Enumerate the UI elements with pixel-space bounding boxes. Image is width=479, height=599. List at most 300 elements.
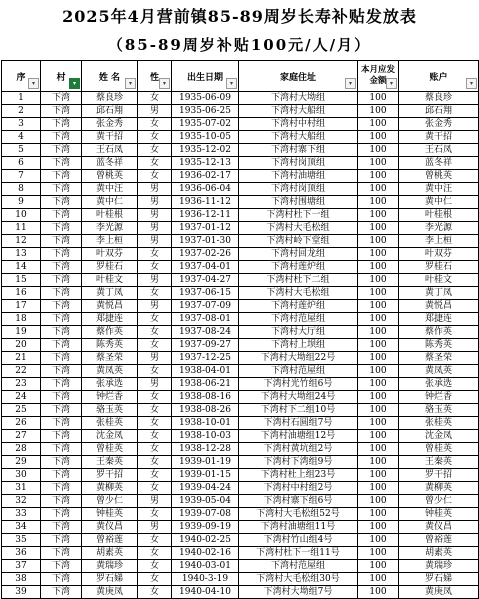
- cell-village[interactable]: 下湾: [41, 92, 82, 105]
- cell-name[interactable]: 陈秀英: [82, 339, 138, 352]
- cell-gender[interactable]: 男: [138, 209, 172, 222]
- cell-village[interactable]: 下湾: [41, 339, 82, 352]
- cell-index[interactable]: 13: [2, 248, 41, 261]
- cell-amount[interactable]: 100: [358, 105, 399, 118]
- cell-address[interactable]: 下湾村光竹组6号: [239, 378, 358, 391]
- cell-village[interactable]: 下湾: [41, 105, 82, 118]
- cell-address[interactable]: 下湾村围塘组: [239, 196, 358, 209]
- cell-gender[interactable]: 男: [138, 235, 172, 248]
- cell-address[interactable]: 下湾村莲炉组: [239, 261, 358, 274]
- cell-index[interactable]: 20: [2, 339, 41, 352]
- cell-name[interactable]: 曾裕莲: [82, 534, 138, 547]
- cell-gender[interactable]: 女: [138, 248, 172, 261]
- cell-address[interactable]: 下湾村寨下组6号: [239, 495, 358, 508]
- cell-amount[interactable]: 100: [358, 287, 399, 300]
- cell-village[interactable]: 下湾: [41, 235, 82, 248]
- cell-index[interactable]: 26: [2, 417, 41, 430]
- cell-village[interactable]: 下湾: [41, 326, 82, 339]
- cell-index[interactable]: 9: [2, 196, 41, 209]
- cell-village[interactable]: 下湾: [41, 404, 82, 417]
- cell-birthdate[interactable]: 1939-01-15: [172, 469, 239, 482]
- cell-village[interactable]: 下湾: [41, 300, 82, 313]
- cell-name[interactable]: 曾桃英: [82, 170, 138, 183]
- cell-name[interactable]: 黄仪昌: [82, 521, 138, 534]
- cell-gender[interactable]: 男: [138, 378, 172, 391]
- cell-name[interactable]: 罗桂石: [82, 261, 138, 274]
- cell-village[interactable]: 下湾: [41, 209, 82, 222]
- cell-birthdate[interactable]: 1937-08-24: [172, 326, 239, 339]
- cell-name[interactable]: 黄柳英: [82, 482, 138, 495]
- cell-gender[interactable]: 男: [138, 222, 172, 235]
- cell-address[interactable]: 下湾村杜上组23号: [239, 469, 358, 482]
- cell-index[interactable]: 28: [2, 443, 41, 456]
- cell-birthdate[interactable]: 1937-02-26: [172, 248, 239, 261]
- cell-amount[interactable]: 100: [358, 404, 399, 417]
- cell-birthdate[interactable]: 1935-06-09: [172, 92, 239, 105]
- cell-amount[interactable]: 100: [358, 235, 399, 248]
- cell-address[interactable]: 下湾村大坳组24号: [239, 391, 358, 404]
- cell-name[interactable]: 沈金凤: [82, 430, 138, 443]
- cell-index[interactable]: 33: [2, 508, 41, 521]
- cell-address[interactable]: 下湾村油塘组: [239, 170, 358, 183]
- cell-village[interactable]: 下湾: [41, 183, 82, 196]
- cell-index[interactable]: 21: [2, 352, 41, 365]
- cell-account[interactable]: 曾少仁: [399, 495, 479, 508]
- cell-birthdate[interactable]: 1939-07-08: [172, 508, 239, 521]
- cell-birthdate[interactable]: 1936-06-04: [172, 183, 239, 196]
- cell-index[interactable]: 30: [2, 469, 41, 482]
- cell-village[interactable]: 下湾: [41, 248, 82, 261]
- cell-amount[interactable]: 100: [358, 196, 399, 209]
- cell-name[interactable]: 蔡良珍: [82, 92, 138, 105]
- cell-birthdate[interactable]: 1939-01-19: [172, 456, 239, 469]
- cell-gender[interactable]: 女: [138, 547, 172, 560]
- cell-name[interactable]: 罗干招: [82, 469, 138, 482]
- cell-village[interactable]: 下湾: [41, 573, 82, 586]
- cell-amount[interactable]: 100: [358, 222, 399, 235]
- cell-address[interactable]: 下湾村中村组: [239, 118, 358, 131]
- cell-name[interactable]: 张金秀: [82, 118, 138, 131]
- cell-amount[interactable]: 100: [358, 391, 399, 404]
- cell-account[interactable]: 蔡圣荣: [399, 352, 479, 365]
- cell-gender[interactable]: 女: [138, 456, 172, 469]
- filter-dropdown-icon[interactable]: ▾: [226, 78, 237, 89]
- cell-gender[interactable]: 女: [138, 313, 172, 326]
- cell-name[interactable]: 黄悦昌: [82, 300, 138, 313]
- cell-address[interactable]: 下湾村大毛松组30号: [239, 573, 358, 586]
- cell-index[interactable]: 35: [2, 534, 41, 547]
- cell-name[interactable]: 叶双芬: [82, 248, 138, 261]
- cell-amount[interactable]: 100: [358, 339, 399, 352]
- cell-birthdate[interactable]: 1937-08-01: [172, 313, 239, 326]
- cell-birthdate[interactable]: 1938-08-16: [172, 391, 239, 404]
- cell-account[interactable]: 蔡良珍: [399, 92, 479, 105]
- cell-account[interactable]: 张桂英: [399, 417, 479, 430]
- cell-village[interactable]: 下湾: [41, 352, 82, 365]
- cell-birthdate[interactable]: 1935-10-05: [172, 131, 239, 144]
- cell-address[interactable]: 下湾村杜下一组: [239, 209, 358, 222]
- cell-account[interactable]: 黄凤英: [399, 365, 479, 378]
- cell-address[interactable]: 下湾村油塘组12号: [239, 430, 358, 443]
- cell-address[interactable]: 下湾村上坝组: [239, 339, 358, 352]
- cell-amount[interactable]: 100: [358, 417, 399, 430]
- cell-birthdate[interactable]: 1937-04-27: [172, 274, 239, 287]
- cell-gender[interactable]: 女: [138, 157, 172, 170]
- cell-account[interactable]: 王石凤: [399, 144, 479, 157]
- cell-gender[interactable]: 女: [138, 573, 172, 586]
- cell-gender[interactable]: 男: [138, 495, 172, 508]
- cell-account[interactable]: 叶双芬: [399, 248, 479, 261]
- cell-village[interactable]: 下湾: [41, 456, 82, 469]
- cell-village[interactable]: 下湾: [41, 417, 82, 430]
- cell-gender[interactable]: 女: [138, 365, 172, 378]
- cell-amount[interactable]: 100: [358, 547, 399, 560]
- cell-index[interactable]: 25: [2, 404, 41, 417]
- cell-index[interactable]: 23: [2, 378, 41, 391]
- cell-gender[interactable]: 女: [138, 430, 172, 443]
- cell-account[interactable]: 黄瑞珍: [399, 560, 479, 573]
- cell-account[interactable]: 李光源: [399, 222, 479, 235]
- cell-village[interactable]: 下湾: [41, 508, 82, 521]
- cell-index[interactable]: 8: [2, 183, 41, 196]
- cell-amount[interactable]: 100: [358, 131, 399, 144]
- cell-gender[interactable]: 女: [138, 339, 172, 352]
- col-header-village[interactable]: 村 ▾: [41, 61, 82, 92]
- cell-gender[interactable]: 女: [138, 170, 172, 183]
- cell-address[interactable]: 下湾村大毛松组: [239, 287, 358, 300]
- cell-gender[interactable]: 女: [138, 482, 172, 495]
- cell-account[interactable]: 李上桓: [399, 235, 479, 248]
- cell-name[interactable]: 蔡圣荣: [82, 352, 138, 365]
- cell-account[interactable]: 王秦英: [399, 456, 479, 469]
- cell-index[interactable]: 16: [2, 287, 41, 300]
- cell-amount[interactable]: 100: [358, 430, 399, 443]
- cell-birthdate[interactable]: 1937-01-30: [172, 235, 239, 248]
- cell-address[interactable]: 下湾村杜下一组11号: [239, 547, 358, 560]
- col-header-birthdate[interactable]: 出生日期 ▾: [172, 61, 239, 92]
- cell-gender[interactable]: 男: [138, 274, 172, 287]
- cell-gender[interactable]: 女: [138, 560, 172, 573]
- cell-gender[interactable]: 女: [138, 443, 172, 456]
- col-header-address[interactable]: 家庭住址 ▾: [239, 61, 358, 92]
- cell-address[interactable]: 下湾村回龙组: [239, 248, 358, 261]
- cell-account[interactable]: 钟烂香: [399, 391, 479, 404]
- cell-amount[interactable]: 100: [358, 560, 399, 573]
- cell-name[interactable]: 钟烂香: [82, 391, 138, 404]
- filter-dropdown-icon[interactable]: ▾: [125, 78, 136, 89]
- cell-name[interactable]: 黄中汪: [82, 183, 138, 196]
- cell-account[interactable]: 曾桂英: [399, 443, 479, 456]
- cell-name[interactable]: 黄瑞珍: [82, 560, 138, 573]
- cell-gender[interactable]: 女: [138, 404, 172, 417]
- cell-name[interactable]: 黄中仁: [82, 196, 138, 209]
- cell-address[interactable]: 下湾村莲炉组: [239, 300, 358, 313]
- cell-village[interactable]: 下湾: [41, 534, 82, 547]
- cell-village[interactable]: 下湾: [41, 365, 82, 378]
- cell-account[interactable]: 叶桂文: [399, 274, 479, 287]
- cell-address[interactable]: 下湾村大厅组: [239, 326, 358, 339]
- cell-address[interactable]: 下湾村范屋组: [239, 313, 358, 326]
- cell-amount[interactable]: 100: [358, 170, 399, 183]
- cell-birthdate[interactable]: 1935-12-02: [172, 144, 239, 157]
- cell-index[interactable]: 3: [2, 118, 41, 131]
- cell-name[interactable]: 黄凤英: [82, 365, 138, 378]
- cell-birthdate[interactable]: 1938-10-03: [172, 430, 239, 443]
- cell-index[interactable]: 14: [2, 261, 41, 274]
- cell-address[interactable]: 下湾村范屋组: [239, 560, 358, 573]
- cell-name[interactable]: 蔡作英: [82, 326, 138, 339]
- cell-account[interactable]: 黄庚凤: [399, 586, 479, 599]
- cell-address[interactable]: 下湾村大坳组: [239, 92, 358, 105]
- cell-village[interactable]: 下湾: [41, 144, 82, 157]
- cell-birthdate[interactable]: 1937-12-25: [172, 352, 239, 365]
- cell-birthdate[interactable]: 1936-11-12: [172, 196, 239, 209]
- cell-address[interactable]: 下湾村大毛松组: [239, 222, 358, 235]
- cell-amount[interactable]: 100: [358, 118, 399, 131]
- cell-amount[interactable]: 100: [358, 92, 399, 105]
- cell-index[interactable]: 27: [2, 430, 41, 443]
- cell-village[interactable]: 下湾: [41, 391, 82, 404]
- cell-account[interactable]: 曾桃英: [399, 170, 479, 183]
- cell-birthdate[interactable]: 1938-04-01: [172, 365, 239, 378]
- col-header-name[interactable]: 姓 名 ▾: [82, 61, 138, 92]
- cell-index[interactable]: 36: [2, 547, 41, 560]
- cell-amount[interactable]: 100: [358, 521, 399, 534]
- cell-birthdate[interactable]: 1939-09-19: [172, 521, 239, 534]
- cell-gender[interactable]: 女: [138, 391, 172, 404]
- cell-village[interactable]: 下湾: [41, 443, 82, 456]
- cell-account[interactable]: 黄仪昌: [399, 521, 479, 534]
- cell-address[interactable]: 下湾村下湾组9号: [239, 456, 358, 469]
- cell-birthdate[interactable]: 1937-09-27: [172, 339, 239, 352]
- cell-index[interactable]: 5: [2, 144, 41, 157]
- cell-index[interactable]: 32: [2, 495, 41, 508]
- cell-address[interactable]: 下湾村大船组: [239, 131, 358, 144]
- cell-amount[interactable]: 100: [358, 183, 399, 196]
- cell-index[interactable]: 22: [2, 365, 41, 378]
- cell-address[interactable]: 下湾村大船组: [239, 105, 358, 118]
- cell-address[interactable]: 下湾村中村组2号: [239, 482, 358, 495]
- cell-amount[interactable]: 100: [358, 274, 399, 287]
- cell-account[interactable]: 黄中仁: [399, 196, 479, 209]
- cell-account[interactable]: 骆玉英: [399, 404, 479, 417]
- cell-village[interactable]: 下湾: [41, 261, 82, 274]
- filter-dropdown-icon[interactable]: ▾: [159, 78, 170, 89]
- cell-address[interactable]: 下湾村寨下组: [239, 144, 358, 157]
- cell-village[interactable]: 下湾: [41, 560, 82, 573]
- cell-amount[interactable]: 100: [358, 209, 399, 222]
- cell-birthdate[interactable]: 1940-04-10: [172, 586, 239, 599]
- cell-amount[interactable]: 100: [358, 248, 399, 261]
- cell-index[interactable]: 34: [2, 521, 41, 534]
- cell-village[interactable]: 下湾: [41, 222, 82, 235]
- cell-birthdate[interactable]: 1937-04-01: [172, 261, 239, 274]
- cell-name[interactable]: 王石凤: [82, 144, 138, 157]
- cell-birthdate[interactable]: 1937-06-15: [172, 287, 239, 300]
- cell-village[interactable]: 下湾: [41, 586, 82, 599]
- cell-name[interactable]: 张桂英: [82, 417, 138, 430]
- cell-birthdate[interactable]: 1936-02-17: [172, 170, 239, 183]
- cell-account[interactable]: 罗石娣: [399, 573, 479, 586]
- cell-address[interactable]: 下湾村大坳组22号: [239, 352, 358, 365]
- cell-amount[interactable]: 100: [358, 313, 399, 326]
- col-header-gender[interactable]: 性 ▾: [138, 61, 172, 92]
- cell-birthdate[interactable]: 1935-12-13: [172, 157, 239, 170]
- cell-account[interactable]: 黄干招: [399, 131, 479, 144]
- cell-index[interactable]: 1: [2, 92, 41, 105]
- cell-birthdate[interactable]: 1939-04-24: [172, 482, 239, 495]
- cell-village[interactable]: 下湾: [41, 482, 82, 495]
- cell-name[interactable]: 骆玉英: [82, 404, 138, 417]
- cell-gender[interactable]: 女: [138, 92, 172, 105]
- cell-account[interactable]: 钟桂英: [399, 508, 479, 521]
- cell-index[interactable]: 12: [2, 235, 41, 248]
- cell-account[interactable]: 罗桂石: [399, 261, 479, 274]
- cell-account[interactable]: 邱石翔: [399, 105, 479, 118]
- cell-address[interactable]: 下湾村大毛松组52号: [239, 508, 358, 521]
- cell-gender[interactable]: 女: [138, 469, 172, 482]
- cell-gender[interactable]: 男: [138, 521, 172, 534]
- cell-name[interactable]: 王秦英: [82, 456, 138, 469]
- cell-amount[interactable]: 100: [358, 469, 399, 482]
- filter-dropdown-icon[interactable]: ▾: [28, 78, 39, 89]
- cell-address[interactable]: 下湾村范屋组: [239, 365, 358, 378]
- cell-birthdate[interactable]: 1938-06-21: [172, 378, 239, 391]
- cell-gender[interactable]: 女: [138, 586, 172, 599]
- cell-account[interactable]: 罗干招: [399, 469, 479, 482]
- cell-name[interactable]: 李光源: [82, 222, 138, 235]
- cell-village[interactable]: 下湾: [41, 157, 82, 170]
- cell-index[interactable]: 7: [2, 170, 41, 183]
- cell-account[interactable]: 黄中汪: [399, 183, 479, 196]
- cell-name[interactable]: 胡素英: [82, 547, 138, 560]
- cell-village[interactable]: 下湾: [41, 131, 82, 144]
- cell-amount[interactable]: 100: [358, 300, 399, 313]
- cell-name[interactable]: 张承选: [82, 378, 138, 391]
- cell-index[interactable]: 24: [2, 391, 41, 404]
- cell-village[interactable]: 下湾: [41, 287, 82, 300]
- cell-birthdate[interactable]: 1935-06-25: [172, 105, 239, 118]
- cell-village[interactable]: 下湾: [41, 521, 82, 534]
- cell-gender[interactable]: 男: [138, 183, 172, 196]
- cell-village[interactable]: 下湾: [41, 274, 82, 287]
- cell-birthdate[interactable]: 1935-07-02: [172, 118, 239, 131]
- cell-amount[interactable]: 100: [358, 573, 399, 586]
- cell-address[interactable]: 下湾村下二组10号: [239, 404, 358, 417]
- cell-amount[interactable]: 100: [358, 157, 399, 170]
- cell-account[interactable]: 黄柳英: [399, 482, 479, 495]
- cell-amount[interactable]: 100: [358, 508, 399, 521]
- cell-gender[interactable]: 女: [138, 261, 172, 274]
- cell-account[interactable]: 郑捷连: [399, 313, 479, 326]
- cell-name[interactable]: 黄丁凤: [82, 287, 138, 300]
- cell-address[interactable]: 下湾村岗顶组: [239, 157, 358, 170]
- cell-name[interactable]: 黄庚凤: [82, 586, 138, 599]
- filter-dropdown-icon[interactable]: ▾: [466, 78, 477, 89]
- cell-index[interactable]: 19: [2, 326, 41, 339]
- cell-amount[interactable]: 100: [358, 261, 399, 274]
- filter-dropdown-icon[interactable]: ▾: [386, 78, 397, 89]
- cell-address[interactable]: 下湾村杜下二组: [239, 274, 358, 287]
- filter-dropdown-icon[interactable]: ▾: [345, 78, 356, 89]
- col-header-amount[interactable]: 本月应发金额 ▾: [358, 61, 399, 92]
- cell-index[interactable]: 6: [2, 157, 41, 170]
- filter-active-icon[interactable]: ▾: [69, 78, 80, 89]
- cell-amount[interactable]: 100: [358, 443, 399, 456]
- cell-account[interactable]: 沈金凤: [399, 430, 479, 443]
- cell-gender[interactable]: 男: [138, 300, 172, 313]
- cell-birthdate[interactable]: 1940-3-19: [172, 573, 239, 586]
- cell-index[interactable]: 10: [2, 209, 41, 222]
- cell-gender[interactable]: 女: [138, 326, 172, 339]
- cell-account[interactable]: 胡素英: [399, 547, 479, 560]
- cell-account[interactable]: 陈秀英: [399, 339, 479, 352]
- cell-amount[interactable]: 100: [358, 144, 399, 157]
- cell-village[interactable]: 下湾: [41, 118, 82, 131]
- cell-gender[interactable]: 女: [138, 417, 172, 430]
- cell-amount[interactable]: 100: [358, 586, 399, 599]
- col-header-account[interactable]: 账户 ▾: [399, 61, 479, 92]
- cell-village[interactable]: 下湾: [41, 495, 82, 508]
- cell-name[interactable]: 曾少仁: [82, 495, 138, 508]
- cell-address[interactable]: 下湾村岭下堂组: [239, 235, 358, 248]
- cell-amount[interactable]: 100: [358, 495, 399, 508]
- cell-gender[interactable]: 男: [138, 352, 172, 365]
- cell-amount[interactable]: 100: [358, 352, 399, 365]
- cell-address[interactable]: 下湾村黄坑组2号: [239, 443, 358, 456]
- cell-index[interactable]: 38: [2, 573, 41, 586]
- cell-gender[interactable]: 女: [138, 118, 172, 131]
- cell-amount[interactable]: 100: [358, 326, 399, 339]
- cell-gender[interactable]: 女: [138, 144, 172, 157]
- cell-birthdate[interactable]: 1936-12-11: [172, 209, 239, 222]
- cell-name[interactable]: 邱石翔: [82, 105, 138, 118]
- cell-account[interactable]: 曾裕莲: [399, 534, 479, 547]
- cell-index[interactable]: 4: [2, 131, 41, 144]
- cell-name[interactable]: 曾桂英: [82, 443, 138, 456]
- cell-account[interactable]: 张金秀: [399, 118, 479, 131]
- cell-birthdate[interactable]: 1937-07-09: [172, 300, 239, 313]
- cell-birthdate[interactable]: 1938-12-28: [172, 443, 239, 456]
- cell-index[interactable]: 17: [2, 300, 41, 313]
- cell-amount[interactable]: 100: [358, 378, 399, 391]
- cell-birthdate[interactable]: 1938-10-01: [172, 417, 239, 430]
- cell-gender[interactable]: 女: [138, 534, 172, 547]
- cell-amount[interactable]: 100: [358, 534, 399, 547]
- cell-gender[interactable]: 女: [138, 508, 172, 521]
- cell-birthdate[interactable]: 1940-03-01: [172, 560, 239, 573]
- cell-gender[interactable]: 女: [138, 287, 172, 300]
- cell-village[interactable]: 下湾: [41, 547, 82, 560]
- cell-amount[interactable]: 100: [358, 482, 399, 495]
- cell-gender[interactable]: 男: [138, 105, 172, 118]
- cell-account[interactable]: 黄悦昌: [399, 300, 479, 313]
- cell-birthdate[interactable]: 1939-05-04: [172, 495, 239, 508]
- cell-village[interactable]: 下湾: [41, 170, 82, 183]
- cell-index[interactable]: 37: [2, 560, 41, 573]
- cell-amount[interactable]: 100: [358, 456, 399, 469]
- cell-name[interactable]: 叶桂文: [82, 274, 138, 287]
- cell-amount[interactable]: 100: [358, 365, 399, 378]
- cell-birthdate[interactable]: 1937-01-12: [172, 222, 239, 235]
- cell-address[interactable]: 下湾村大坳组7号: [239, 586, 358, 599]
- cell-name[interactable]: 李上桓: [82, 235, 138, 248]
- cell-name[interactable]: 罗石娣: [82, 573, 138, 586]
- cell-index[interactable]: 29: [2, 456, 41, 469]
- cell-account[interactable]: 叶桂根: [399, 209, 479, 222]
- cell-village[interactable]: 下湾: [41, 313, 82, 326]
- cell-index[interactable]: 18: [2, 313, 41, 326]
